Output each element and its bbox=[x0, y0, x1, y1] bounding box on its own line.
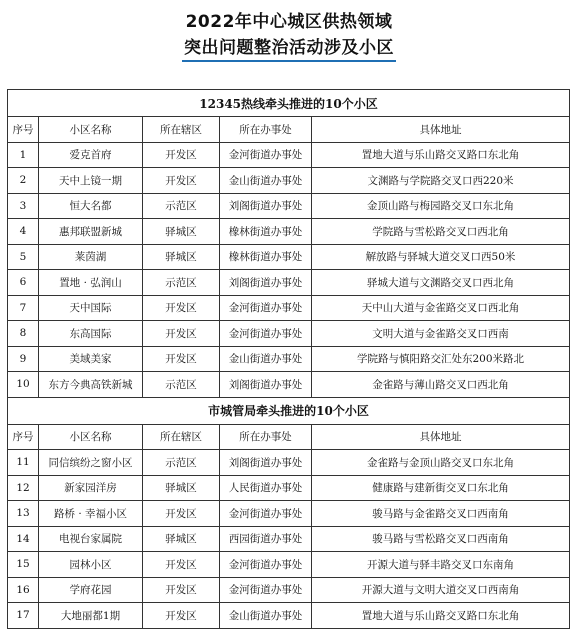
cell-office: 刘阁街道办事处 bbox=[220, 270, 312, 296]
cell-office: 刘阁街道办事处 bbox=[220, 450, 312, 476]
table-row bbox=[8, 603, 570, 629]
cell-address: 金雀路与金顶山路交叉口东北角 bbox=[312, 450, 570, 476]
cell-index: 3 bbox=[8, 193, 39, 219]
cell-community-name: 新家园洋房 bbox=[39, 475, 143, 501]
cell-community-name: 学府花园 bbox=[39, 577, 143, 603]
header-community-name: 小区名称 bbox=[39, 117, 143, 143]
cell-office: 刘阁街道办事处 bbox=[220, 193, 312, 219]
cell-district: 示范区 bbox=[143, 270, 220, 296]
cell-community-name: 东方今典高铁新城 bbox=[39, 372, 143, 398]
cell-community-name: 爱克首府 bbox=[39, 142, 143, 168]
cell-office: 金山街道办事处 bbox=[220, 603, 312, 629]
cell-index: 16 bbox=[8, 577, 39, 603]
cell-district: 示范区 bbox=[143, 372, 220, 398]
cell-index: 9 bbox=[8, 346, 39, 372]
cell-address: 天中山大道与金雀路交叉口西北角 bbox=[312, 295, 570, 321]
cell-address: 开源大道与驿丰路交叉口东南角 bbox=[312, 552, 570, 578]
cell-index: 5 bbox=[8, 244, 39, 270]
cell-index: 10 bbox=[8, 372, 39, 398]
cell-index: 4 bbox=[8, 219, 39, 245]
cell-address: 置地大道与乐山路交叉路口东北角 bbox=[312, 142, 570, 168]
table-row bbox=[8, 295, 570, 321]
cell-office: 金河街道办事处 bbox=[220, 577, 312, 603]
section-heading-row bbox=[8, 397, 570, 424]
cell-address: 置地大道与乐山路交叉路口东北角 bbox=[312, 603, 570, 629]
header-address: 具体地址 bbox=[312, 424, 570, 450]
header-district: 所在辖区 bbox=[143, 117, 220, 143]
table-row bbox=[8, 552, 570, 578]
cell-district: 示范区 bbox=[143, 450, 220, 476]
cell-district: 开发区 bbox=[143, 142, 220, 168]
cell-district: 开发区 bbox=[143, 321, 220, 347]
cell-office: 橡林街道办事处 bbox=[220, 244, 312, 270]
cell-index: 7 bbox=[8, 295, 39, 321]
cell-index: 14 bbox=[8, 526, 39, 552]
column-header-row bbox=[8, 117, 570, 143]
cell-index: 13 bbox=[8, 501, 39, 527]
section-heading: 12345热线牵头推进的10个小区 bbox=[8, 90, 570, 117]
community-table bbox=[7, 89, 570, 629]
cell-index: 2 bbox=[8, 168, 39, 194]
cell-address: 金顶山路与梅园路交叉口东北角 bbox=[312, 193, 570, 219]
cell-address: 文明大道与金雀路交叉口西南 bbox=[312, 321, 570, 347]
cell-district: 开发区 bbox=[143, 603, 220, 629]
cell-district: 开发区 bbox=[143, 552, 220, 578]
cell-index: 1 bbox=[8, 142, 39, 168]
cell-district: 开发区 bbox=[143, 577, 220, 603]
cell-address: 学院路与慎阳路交汇处东200米路北 bbox=[312, 346, 570, 372]
table-row bbox=[8, 142, 570, 168]
cell-office: 金山街道办事处 bbox=[220, 346, 312, 372]
header-office: 所在办事处 bbox=[220, 424, 312, 450]
table-row bbox=[8, 372, 570, 398]
cell-district: 驿城区 bbox=[143, 526, 220, 552]
table-row bbox=[8, 219, 570, 245]
header-address: 具体地址 bbox=[312, 117, 570, 143]
cell-community-name: 路桥 · 幸福小区 bbox=[39, 501, 143, 527]
cell-index: 17 bbox=[8, 603, 39, 629]
cell-index: 15 bbox=[8, 552, 39, 578]
cell-office: 金河街道办事处 bbox=[220, 142, 312, 168]
cell-office: 金河街道办事处 bbox=[220, 501, 312, 527]
cell-community-name: 美域美家 bbox=[39, 346, 143, 372]
table-row bbox=[8, 526, 570, 552]
cell-district: 示范区 bbox=[143, 193, 220, 219]
cell-district: 开发区 bbox=[143, 295, 220, 321]
header-community-name: 小区名称 bbox=[39, 424, 143, 450]
cell-office: 刘阁街道办事处 bbox=[220, 372, 312, 398]
cell-office: 橡林街道办事处 bbox=[220, 219, 312, 245]
cell-address: 骏马路与雪松路交叉口西南角 bbox=[312, 526, 570, 552]
column-header-row bbox=[8, 424, 570, 450]
cell-community-name: 同信缤纷之窗小区 bbox=[39, 450, 143, 476]
header-district: 所在辖区 bbox=[143, 424, 220, 450]
header-index: 序号 bbox=[8, 424, 39, 450]
header-office: 所在办事处 bbox=[220, 117, 312, 143]
header-index: 序号 bbox=[8, 117, 39, 143]
cell-index: 6 bbox=[8, 270, 39, 296]
table-row bbox=[8, 193, 570, 219]
cell-office: 金河街道办事处 bbox=[220, 552, 312, 578]
cell-index: 11 bbox=[8, 450, 39, 476]
cell-district: 开发区 bbox=[143, 501, 220, 527]
cell-community-name: 恒大名都 bbox=[39, 193, 143, 219]
table-row bbox=[8, 270, 570, 296]
cell-community-name: 天中上镜一期 bbox=[39, 168, 143, 194]
table-row bbox=[8, 244, 570, 270]
table-row bbox=[8, 346, 570, 372]
cell-index: 12 bbox=[8, 475, 39, 501]
cell-address: 金雀路与薄山路交叉口西北角 bbox=[312, 372, 570, 398]
title-line-1: 2022年中心城区供热领域 bbox=[185, 12, 393, 32]
cell-office: 西园街道办事处 bbox=[220, 526, 312, 552]
cell-district: 开发区 bbox=[143, 346, 220, 372]
cell-community-name: 东高国际 bbox=[39, 321, 143, 347]
cell-community-name: 园林小区 bbox=[39, 552, 143, 578]
cell-community-name: 置地 · 弘润山 bbox=[39, 270, 143, 296]
cell-office: 金河街道办事处 bbox=[220, 295, 312, 321]
cell-community-name: 惠邦联盟新城 bbox=[39, 219, 143, 245]
cell-district: 驿城区 bbox=[143, 244, 220, 270]
cell-community-name: 天中国际 bbox=[39, 295, 143, 321]
table-row bbox=[8, 501, 570, 527]
cell-address: 骏马路与金雀路交叉口西南角 bbox=[312, 501, 570, 527]
cell-index: 8 bbox=[8, 321, 39, 347]
section-heading-row bbox=[8, 90, 570, 117]
cell-community-name: 电视台家属院 bbox=[39, 526, 143, 552]
table-row bbox=[8, 168, 570, 194]
table-row bbox=[8, 450, 570, 476]
cell-address: 驿城大道与文渊路交叉口西北角 bbox=[312, 270, 570, 296]
cell-address: 文渊路与学院路交叉口西220米 bbox=[312, 168, 570, 194]
cell-address: 解放路与驿城大道交叉口西50米 bbox=[312, 244, 570, 270]
cell-office: 金山街道办事处 bbox=[220, 168, 312, 194]
table-row bbox=[8, 321, 570, 347]
cell-office: 人民街道办事处 bbox=[220, 475, 312, 501]
cell-district: 驿城区 bbox=[143, 475, 220, 501]
cell-office: 金河街道办事处 bbox=[220, 321, 312, 347]
cell-community-name: 莱茵湖 bbox=[39, 244, 143, 270]
cell-district: 开发区 bbox=[143, 168, 220, 194]
table-row bbox=[8, 475, 570, 501]
table-row bbox=[8, 577, 570, 603]
cell-address: 学院路与雪松路交叉口西北角 bbox=[312, 219, 570, 245]
title-line-2: 突出问题整治活动涉及小区 bbox=[182, 37, 396, 62]
section-heading: 市城管局牵头推进的10个小区 bbox=[8, 397, 570, 424]
cell-district: 驿城区 bbox=[143, 219, 220, 245]
document-title bbox=[0, 0, 578, 62]
cell-address: 开源大道与文明大道交叉口西南角 bbox=[312, 577, 570, 603]
cell-community-name: 大地丽都1期 bbox=[39, 603, 143, 629]
cell-address: 健康路与建新街交叉口东北角 bbox=[312, 475, 570, 501]
